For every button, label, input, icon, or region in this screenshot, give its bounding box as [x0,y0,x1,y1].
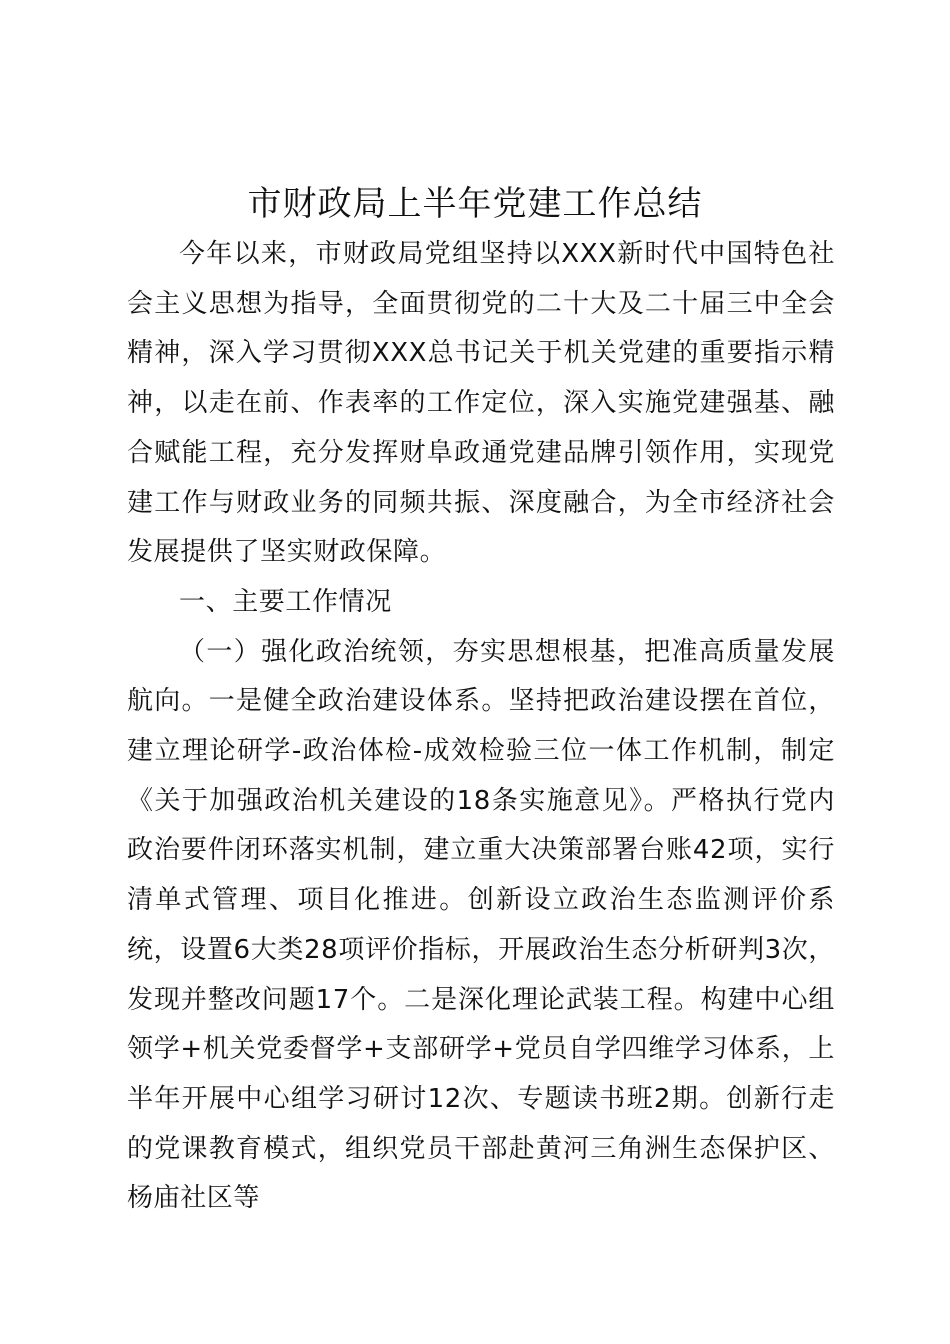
document-title: 市财政局上半年党建工作总结 [247,184,703,224]
section-heading: 一、主要工作情况 [179,586,392,617]
document-body [127,230,835,1224]
body-paragraph: （一）强化政治统领，夯实思想根基，把准高质量发展航向。一是健全政治建设体系。坚持把政治建设摆在首位，建立理论研学-政治体检-成效检验三位一体工作机制，制定《关于加强政治机关建设的18条实施意见》。严格执行党内政治要件闭环落实机制，建立重大决策部署台账42项，实行清单式管理、项目化推进。创新设立政治生态监测评价系统，设置6大类28项评价指标，开展政治生态分析研判3次，发现并整改问题17个。二是深化理论武装工程。构建中心组领学+机关党委督学+支部研学+党员自学四维学习体系，上半年开展中心组学习研讨12次、专题读书班2期。创新行走的党课教育模式，组织党员干部赴黄河三角洲生态保护区、杨庙社区等 [127,636,835,1214]
intro-paragraph: 今年以来，市财政局党组坚持以XXX新时代中国特色社会主义思想为指导，全面贯彻党的二十大及二十届三中全会精神，深入学习贯彻XXX总书记关于机关党建的重要指示精神，以走在前、作表率的工作定位，深入实施党建强基、融合赋能工程，充分发挥财阜政通党建品牌引领作用，实现党建工作与财政业务的同频共振、深度融合，为全市经济社会发展提供了坚实财政保障。 [127,239,835,568]
